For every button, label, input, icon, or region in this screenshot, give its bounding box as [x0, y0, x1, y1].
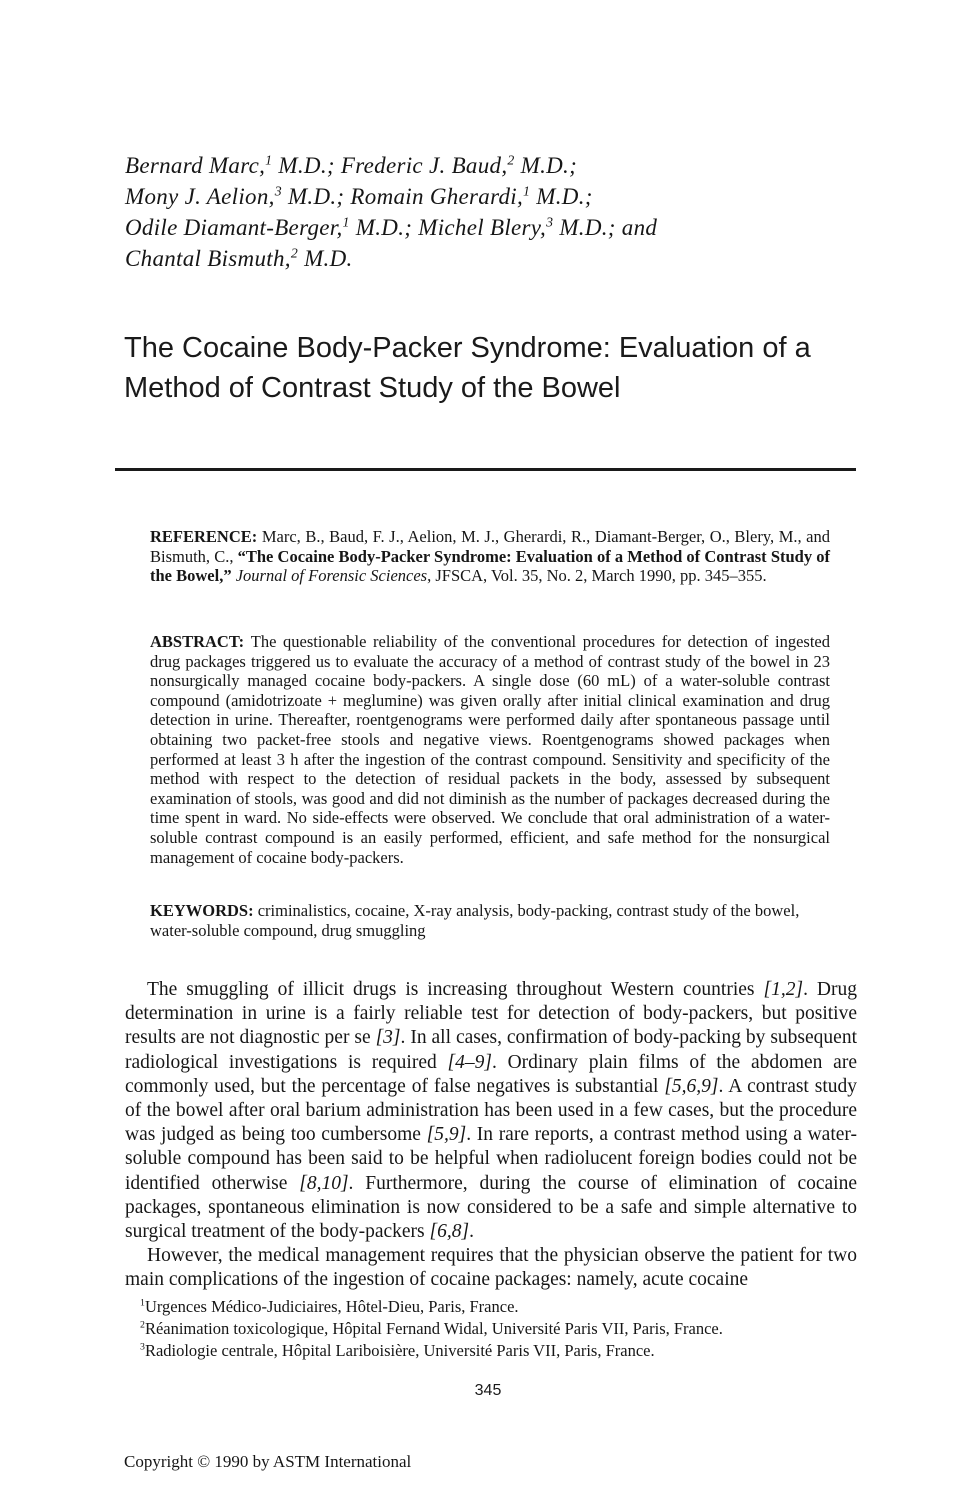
text-segment: .	[469, 1221, 474, 1243]
superscript-marker: 1	[342, 214, 350, 230]
author-line	[125, 150, 825, 181]
superscript-marker: 1	[523, 183, 531, 199]
text-segment: Bernard Marc,	[125, 153, 266, 178]
text-segment: , JFSCA, Vol. 35, No. 2, March 1990, pp. 345–355.	[427, 566, 767, 586]
article-title	[124, 328, 894, 408]
horizontal-divider-rule	[115, 468, 856, 471]
footnote-line	[140, 1318, 856, 1340]
text-segment: M.D.; Frederic J. Baud,	[272, 153, 508, 178]
text-segment: “The Cocaine Body-Packer Syndrome: Evaluation of a Method of Contrast Study of the Bowel,”	[150, 546, 830, 586]
footnotes-block	[140, 1296, 856, 1362]
author-line	[125, 212, 825, 243]
text-segment: . In all cases, confirmation of body-packing by subsequent radiological investigations is required	[125, 1027, 857, 1073]
text-segment: . Furthermore, during the course of elimination of cocaine packages, spontaneous elimination is now considered to be a safe and simple alternative to surgical treatment of the body-packers	[125, 1172, 857, 1243]
text-segment: M.D.	[298, 246, 353, 271]
body-paragraph	[125, 1244, 857, 1292]
text-segment: [5,6,9]	[664, 1075, 719, 1097]
text-segment: M.D.;	[514, 153, 578, 178]
body-paragraph	[125, 978, 857, 1244]
text-segment: . A contrast study of the bowel after oral barium administration has been used in a few cases, but the procedure was judged as being too cumbersome	[125, 1075, 858, 1146]
text-segment: The questionable reliability of the conventional procedures for detection of ingested drug packages triggered us to evaluate the accuracy of a method of contrast study of the bowel in 23 nonsurgically managed cocaine body-packers. A single dose (60 mL) of a water-soluble contrast compound (amidotrizoate + meglumine) was given orally after initial clinical examination and drug detection in urine. Thereafter, roentgenograms were performed daily after spontaneous passage until obtaining two packet-free stools and negative views. Roentgenograms showed packages when performed at least 3 h after the ingestion of the contrast compound. Sensitivity and specificity of the method with respect to the detection of residual packets in the body, assessed by subsequent examination of stools, was good and did not diminish as the number of packages decreased during the time spent in ward. No side-effects were observed. We conclude that oral administration of a water-soluble contrast compound is an easily performed, efficient, and safe method for the nonsurgical management of cocaine body-packers.	[150, 632, 830, 867]
text-segment: criminalistics, cocaine, X-ray analysis, body-packing, contrast study of the bowel, water-soluble compound, drug smuggling	[150, 901, 800, 940]
author-line	[125, 181, 825, 212]
keywords-block	[150, 901, 830, 940]
text-segment: Journal of Forensic Sciences	[235, 566, 428, 586]
author-block	[125, 150, 825, 274]
text-segment: . Ordinary plain films of the abdomen are commonly used, but the percentage of false negatives is substantial	[125, 1051, 857, 1097]
text-segment: [1,2]	[763, 979, 804, 1000]
text-segment: Radiologie centrale, Hôpital Lariboisière, Université Paris VII, Paris, France.	[144, 1341, 655, 1360]
superscript-marker: 1	[140, 1297, 145, 1309]
text-segment: M.D.; and	[553, 215, 658, 240]
text-segment: Chantal Bismuth,	[125, 246, 291, 271]
text-segment: [8,10]	[299, 1172, 349, 1194]
text-segment: Urgences Médico-Judiciaires, Hôtel-Dieu, Paris, France.	[144, 1297, 519, 1316]
superscript-marker: 2	[507, 152, 515, 168]
abstract-block	[150, 632, 830, 867]
text-segment: [3]	[375, 1027, 401, 1049]
text-segment: . In rare reports, a contrast method using a water-soluble compound has been said to be helpful when radiolucent foreign bodies could not be identified otherwise	[125, 1124, 858, 1194]
text-segment: [5,9]	[426, 1124, 467, 1146]
superscript-marker: 1	[265, 152, 273, 168]
superscript-marker: 2	[140, 1319, 145, 1331]
author-line	[125, 243, 825, 274]
footnote-line	[140, 1296, 856, 1318]
text-segment: [6,8]	[429, 1221, 470, 1243]
footnote-line	[140, 1340, 856, 1362]
text-segment: ABSTRACT:	[150, 632, 251, 651]
article-title-line: Method of Contrast Study of the Bowel	[124, 372, 621, 404]
text-segment: M.D.; Michel Blery,	[349, 215, 547, 240]
text-segment: However, the medical management requires that the physician observe the patient for two main complications of the ingestion of cocaine packages: namely, acute cocaine	[125, 1245, 857, 1291]
article-title-line: The Cocaine Body-Packer Syndrome: Evaluation of a	[124, 332, 811, 364]
text-segment: The smuggling of illicit drugs is increasing throughout Western countries	[147, 979, 764, 1000]
text-segment: M.D.; Romain Gherardi,	[281, 184, 524, 209]
superscript-marker: 3	[546, 214, 554, 230]
text-segment: Marc, B., Baud, F. J., Aelion, M. J., Gherardi, R., Diamant-Berger, O., Blery, M., and Bismuth, C.,	[150, 527, 830, 566]
reference-block	[150, 527, 830, 586]
superscript-marker: 3	[274, 183, 282, 199]
text-segment: . Drug determination in urine is a fairly reliable test for detection of body-packers, but positive results are not diagnostic per se	[125, 979, 857, 1049]
superscript-marker: 3	[140, 1341, 145, 1353]
superscript-marker: 2	[290, 245, 299, 261]
text-segment: Réanimation toxicologique, Hôpital Fernand Widal, Université Paris VII, Paris, France.	[144, 1319, 723, 1338]
page-number: 345	[474, 1382, 502, 1399]
text-segment: REFERENCE:	[150, 527, 262, 546]
copyright-line: Copyright © 1990 by ASTM International	[124, 1452, 412, 1471]
text-segment: M.D.;	[530, 184, 593, 209]
text-segment: KEYWORDS:	[150, 901, 258, 920]
body-text	[125, 978, 857, 1293]
text-segment: Odile Diamant-Berger,	[125, 215, 343, 240]
text-segment: [4–9]	[447, 1051, 492, 1073]
text-segment: Mony J. Aelion,	[125, 184, 275, 209]
